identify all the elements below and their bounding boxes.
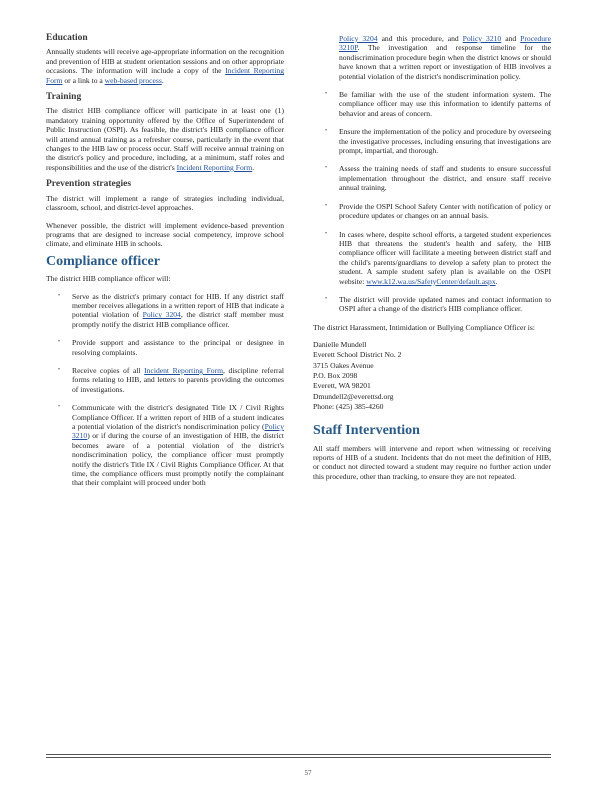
list-item: • Provide the OSPI School Safety Center with notification of policy or procedure updates or changes on an annual basis.	[325, 201, 551, 221]
left-column	[46, 34, 284, 497]
bullet-icon: •	[58, 404, 61, 411]
contact-po-box: P.O. Box 2098	[313, 371, 358, 381]
bullet-icon: •	[325, 128, 328, 135]
list-item: • Be familiar with the use of the student information system. The compliance officer may use this information to identify patterns of behavior and areas of concern.	[325, 90, 551, 118]
training-text: The district HIB compliance officer will participate in at least one (1) mandatory training opportunity offered by the Office of Superintendent of Public Instruction (OSPI). As feasible, the district's HIB compliance officer will attend annual training as a refresher course, particularly in the event that changes to the HIB law or process occur. Staff will receive annual training on the district's policy and procedure, including, at a minimum, staff roles and responsibilities and the use of the district's Incident Reporting Form.	[46, 106, 284, 172]
list-item: • Provide support and assistance to the principal or designee in resolving complaints.	[58, 338, 284, 357]
training-incident-form-link[interactable]: Incident Reporting Form	[176, 162, 253, 172]
prevention-section	[46, 180, 284, 248]
bullet-icon: •	[325, 165, 328, 172]
bullet-icon: •	[325, 91, 328, 98]
page-number: 57	[304, 769, 312, 777]
staff-intervention-section	[313, 423, 551, 481]
education-text: Annually students will receive age-appropriate information on the recognition and prevention of HIB at student orientation sessions and on other appropriate occasions. The information will include a copy of the Incident Reporting Form or a link to a web-based process.	[46, 47, 284, 85]
bullet-icon: •	[58, 292, 61, 299]
prevention-heading: Prevention strategies	[46, 179, 132, 190]
compliance-duties-list	[46, 292, 284, 488]
contact-phone: Phone: (425) 385-4260	[313, 401, 384, 411]
compliance-officer-section	[46, 253, 285, 488]
list-item: • The district will provide updated names and contact information to OSPI after a change of the district's HIB compliance officer.	[325, 294, 551, 314]
list-item: • Communicate with the district's designated Title IX / Civil Rights Compliance Officer. If a written report of HIB of a student indicates a potential violation of the district's nondiscrimination policy (Policy 3210) or if during the course of an investigation of HIB, the district becomes aware of a potential violation of the district's nondiscrimination policy, the compliance officer must promptly notify the district's Title IX / Civil Rights Compliance Officer. At that time, the compliance officers must promptly notify the complainant that their complaint will proceed under both	[58, 403, 284, 488]
bullet-icon: •	[58, 339, 61, 346]
contact-street: 3715 Oakes Avenue	[313, 360, 374, 370]
contact-org: Everett School District No. 2	[313, 350, 402, 360]
policy-3204-link-2[interactable]: Policy 3204	[339, 34, 378, 43]
list-item: • Assess the training needs of staff and students to ensure successful implementation throughout the district, and ensure staff receive annual training.	[325, 164, 551, 193]
contact-intro: The district Harassment, Intimidation or Bullying Compliance Officer is:	[313, 322, 535, 332]
footer-rule-top	[46, 754, 551, 755]
bullet-icon: •	[325, 202, 328, 209]
training-heading: Training	[46, 92, 82, 103]
prevention-text-2: Whenever possible, the district will implement evidence-based prevention programs that are designed to increase social competency, improve school climate, and eliminate HIB in schools.	[46, 220, 284, 249]
list-item: • Serve as the district's primary contact for HIB. If any district staff member receives allegations in a written report of HIB that indicate a potential violation of Policy 3204, the district staff member must promptly notify the district HIB compliance officer.	[58, 291, 285, 329]
list-item: • Receive copies of all Incident Reporting Form, discipline referral forms relating to HIB, and letters to parents providing the outcomes of investigations.	[58, 365, 284, 394]
contact-email: Dmundell2@everettsd.org	[313, 391, 394, 401]
contact-address-block	[313, 340, 551, 412]
compliance-officer-heading: Compliance officer	[46, 253, 160, 269]
bullet-icon: •	[325, 230, 328, 237]
prevention-text-1: The district will implement a range of strategies including individual, classroom, school, and district-level approaches.	[46, 193, 284, 213]
policy-3210-link-2[interactable]: Policy 3210	[462, 34, 502, 43]
policy-3210-link[interactable]: Policy 3210	[72, 422, 284, 441]
procedure-3210p-link[interactable]: Procedure 3210P	[339, 34, 551, 53]
incident-reporting-form-link-2[interactable]: Incident Reporting Form	[144, 365, 224, 375]
list-item: Policy 3204 and this procedure, and Policy 3210 and Procedure 3210P. The investigation and response timeline for the nondiscrimination procedure begin when the district knows or should have known that a written report or investigation of HIB involves a potential violation of the district's nondiscrimination policy.	[339, 34, 551, 81]
footer-rule-bottom	[46, 757, 551, 758]
education-section	[46, 34, 284, 85]
contact-name: Danielle Mundell	[313, 340, 367, 350]
policy-3204-link[interactable]: Policy 3204	[142, 310, 181, 320]
right-column	[313, 34, 551, 489]
compliance-officer-intro: The district HIB compliance officer will:	[46, 274, 171, 284]
list-item: • In cases where, despite school efforts, a targeted student experiences HIB that threatens the student's health and safety, the HIB compliance officer will facilitate a meeting between district staff and the child's parents/guardians to develop a safety plan to protect the student. A sample student safety plan is available on the OSPI website: www.k12.wa.us/SafetyCenter/default.aspx.	[325, 229, 551, 286]
list-item: • Ensure the implementation of the policy and procedure by overseeing the investigative processes, including ensuring that investigations are prompt, impartial, and thorough.	[325, 127, 551, 156]
staff-intervention-heading: Staff Intervention	[313, 423, 420, 439]
ospi-safety-center-link[interactable]: www.k12.wa.us/SafetyCenter/default.aspx	[366, 276, 496, 286]
bullet-icon: •	[58, 366, 61, 373]
incident-reporting-form-link[interactable]: Incident Reporting Form	[46, 66, 284, 85]
web-based-process-link[interactable]: web-based process	[104, 75, 162, 85]
staff-intervention-text: All staff members will intervene and report when witnessing or receiving reports of HIB of a student. Incidents that do not meet the definition of HIB, or conduct not directed toward a student may require no further action under this procedure, other than tracking, to ensure they are not repeated.	[313, 443, 551, 481]
education-heading: Education	[46, 33, 88, 43]
bullet-icon: •	[325, 295, 328, 302]
training-section	[46, 93, 284, 172]
compliance-duties-list-continued	[313, 34, 551, 314]
contact-city: Everett, WA 98201	[313, 381, 371, 391]
